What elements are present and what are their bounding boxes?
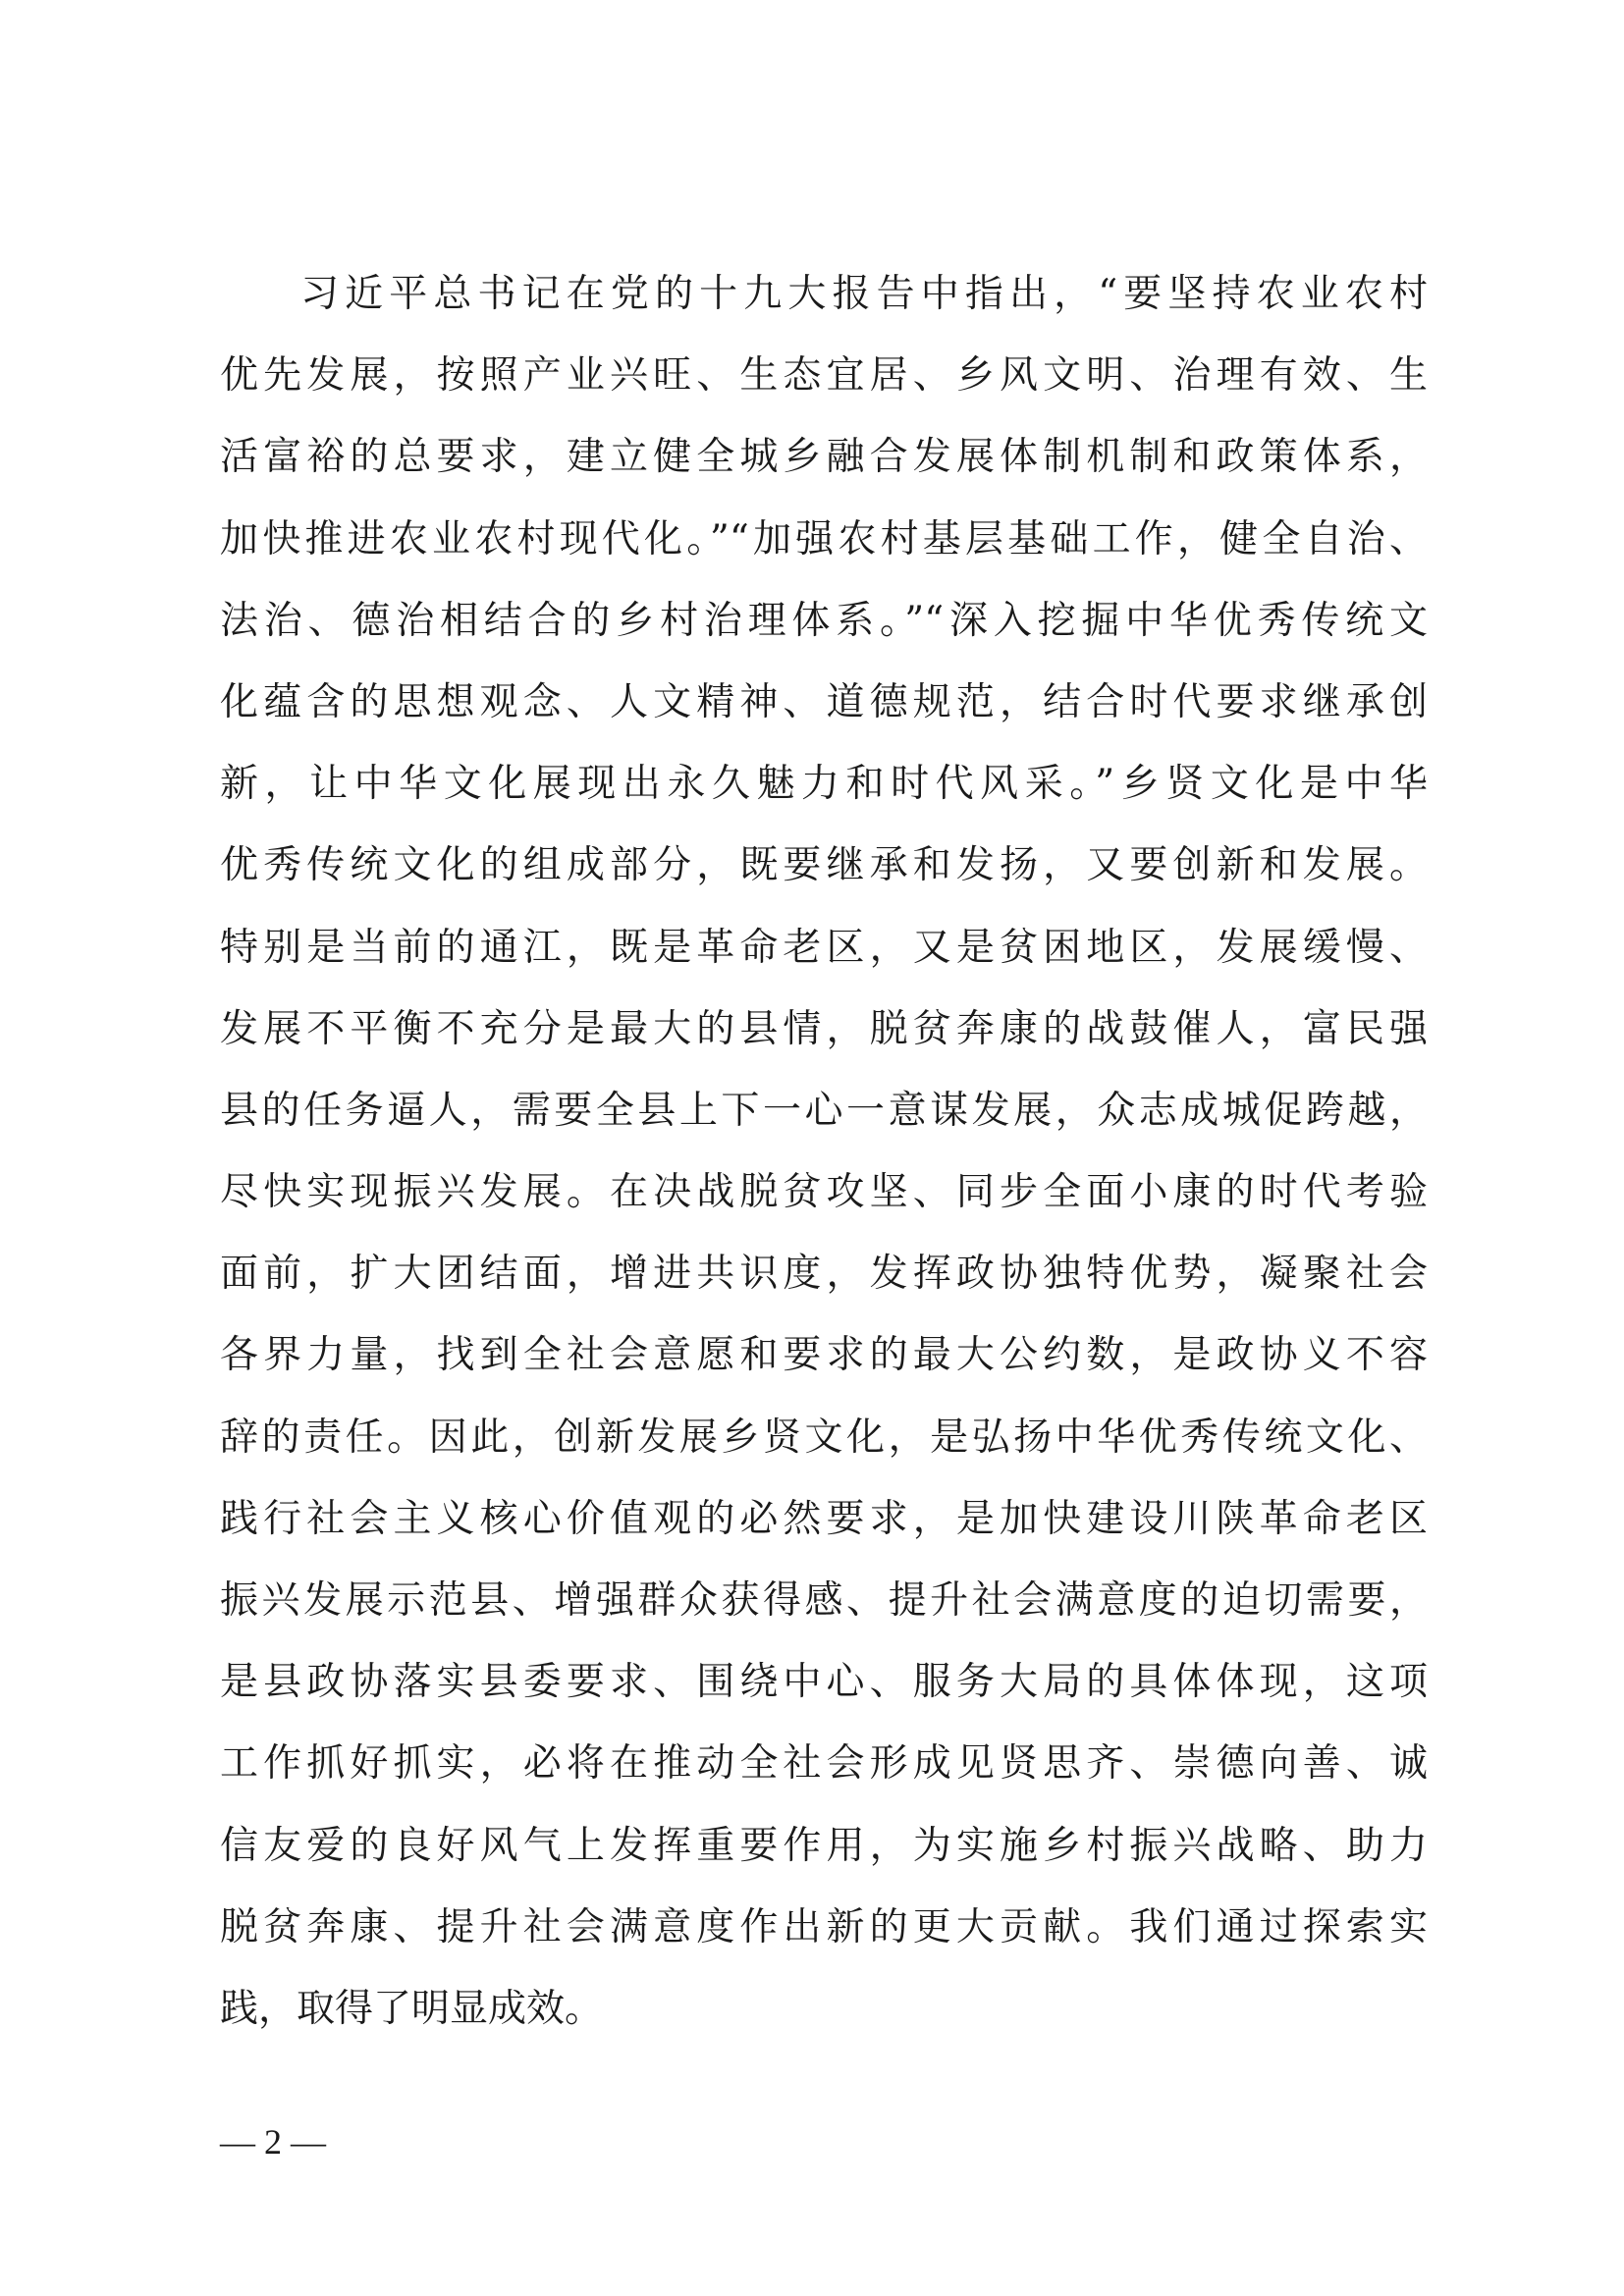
paragraph-line: 优先发展，按照产业兴旺、生态宜居、乡风文明、治理有效、生: [220, 353, 1428, 399]
paragraph-line: 信友爱的良好风气上发挥重要作用，为实施乡村振兴战略、助力: [220, 1823, 1428, 1868]
paragraph-line: 践，取得了明显成效。: [220, 1986, 604, 2031]
paragraph-line: 践行社会主义核心价值观的必然要求，是加快建设川陕革命老区: [220, 1496, 1428, 1541]
body-paragraph: [220, 253, 1428, 2050]
page-number: — 2 —: [220, 2122, 326, 2162]
paragraph-line: 发展不平衡不充分是最大的县情，脱贫奔康的战鼓催人，富民强: [220, 1006, 1428, 1051]
paragraph-line: 脱贫奔康、提升社会满意度作出新的更大贡献。我们通过探索实: [220, 1904, 1428, 1949]
paragraph-line: 各界力量，找到全社会意愿和要求的最大公约数，是政协义不容: [220, 1333, 1428, 1378]
paragraph-line: 是县政协落实县委要求、围绕中心、服务大局的具体体现，这项: [220, 1660, 1428, 1705]
paragraph-line: 活富裕的总要求，建立健全城乡融合发展体制机制和政策体系，: [220, 435, 1428, 480]
paragraph-line: 工作抓好抓实，必将在推动全社会形成见贤思齐、崇德向善、诚: [220, 1741, 1428, 1787]
paragraph-line: 振兴发展示范县、增强群众获得感、提升社会满意度的迫切需要，: [220, 1578, 1428, 1623]
paragraph-line: 尽快实现振兴发展。在决战脱贫攻坚、同步全面小康的时代考验: [220, 1170, 1428, 1215]
paragraph-line: 习近平总书记在党的十九大报告中指出，“要坚持农业农村: [300, 272, 1428, 316]
paragraph-line: 特别是当前的通江，既是革命老区，又是贫困地区，发展缓慢、: [220, 925, 1428, 970]
paragraph-line: 辞的责任。因此，创新发展乡贤文化，是弘扬中华优秀传统文化、: [220, 1415, 1428, 1460]
paragraph-line: 面前，扩大团结面，增进共识度，发挥政协独特优势，凝聚社会: [220, 1252, 1428, 1297]
paragraph-line: 新，让中华文化展现出永久魅力和时代风采。”乡贤文化是中华: [220, 762, 1428, 807]
paragraph-line: 加快推进农业农村现代化。”“加强农村基层基础工作，健全自治、: [220, 516, 1428, 561]
paragraph-line: 化蕴含的思想观念、人文精神、道德规范，结合时代要求继承创: [220, 679, 1428, 724]
paragraph-line: 优秀传统文化的组成部分，既要继承和发扬，又要创新和发展。: [220, 843, 1428, 888]
paragraph-line: 法治、德治相结合的乡村治理体系。”“深入挖掘中华优秀传统文: [220, 598, 1428, 643]
paragraph-line: 县的任务逼人，需要全县上下一心一意谋发展，众志成城促跨越，: [220, 1088, 1428, 1133]
